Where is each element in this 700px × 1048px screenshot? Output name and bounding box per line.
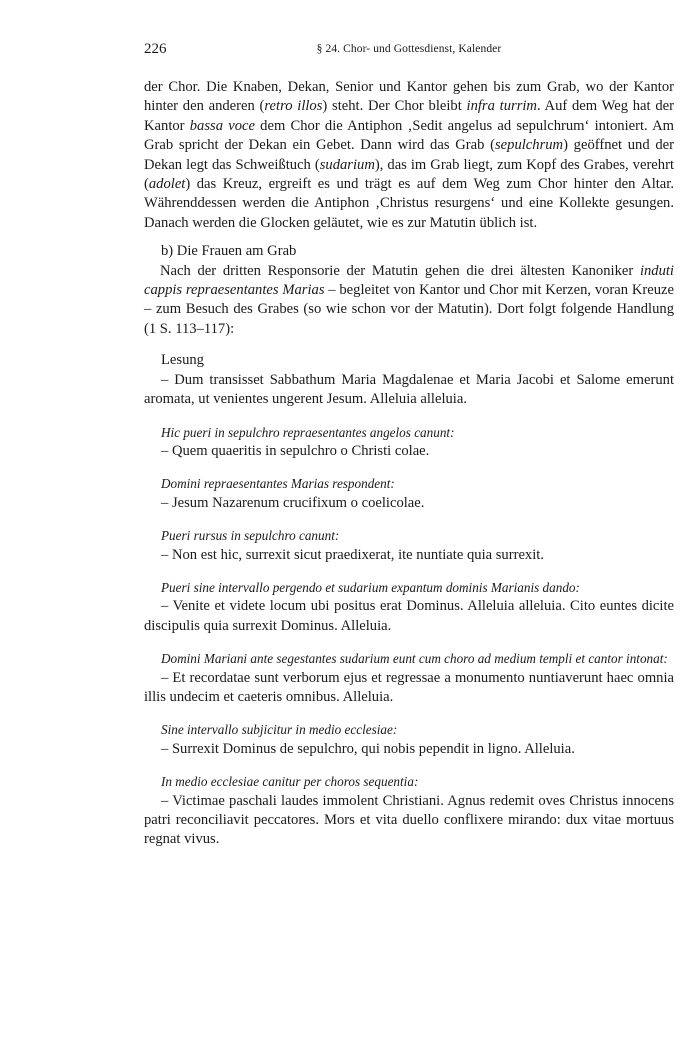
rubric: Domini repraesentantes Marias respondent: [161, 476, 395, 492]
chant-text: – Jesum Nazarenum crucifixum o coelicolae. [161, 494, 425, 511]
liturgy-block [144, 772, 674, 850]
liturgy-block [144, 578, 674, 636]
lesung-block [144, 351, 674, 370]
rubric: Pueri sine intervallo pergendo et sudarium expantum dominis Marianis dando: [161, 579, 580, 595]
liturgy-block [144, 720, 674, 759]
section-paragraph: Nach der dritten Responsorie der Matutin gehen die drei ältesten Kanoniker induti cappis repraesentantes Marias – begleitet von Kantor und Chor mit Kerzen, voran Kreuze – zum Besuch des Grabes (so wie schon vor der Matutin). Dort folgt folgende Handlung (1 S. 113–117): [144, 262, 674, 337]
chant-text: – Surrexit Dominus de sepulchro, qui nobis pependit in ligno. Alleluia. [161, 740, 575, 757]
rubric: In medio ecclesiae canitur per choros sequentia: [161, 774, 419, 790]
rubric: Pueri rursus in sepulchro canunt: [161, 528, 340, 544]
rubric: Sine intervallo subjicitur in medio ecclesiae: [161, 722, 398, 738]
chant-text: – Non est hic, surrexit sicut praedixerat, ite nuntiate quia surrexit. [161, 546, 544, 563]
rubric: Domini Mariani ante segestantes sudarium eunt cum choro ad medium templi et cantor intonat: [161, 651, 668, 667]
lesung-label: Lesung [161, 352, 204, 369]
page-body [144, 78, 674, 850]
liturgy-block [144, 649, 674, 707]
chant-text: – Quem quaeritis in sepulchro o Christi colae. [161, 442, 430, 459]
rubric: Hic pueri in sepulchro repraesentantes angelos canunt: [161, 424, 455, 440]
running-title: § 24. Chor- und Gottesdienst, Kalender [316, 43, 502, 55]
liturgy-block [144, 526, 674, 565]
lesung-text: – Dum transisset Sabbathum Maria Magdalenae et Maria Jacobi et Salome emerunt aromata, ut venientes ungerent Jesum. Alleluia alleluia. [144, 371, 674, 408]
liturgy-block [144, 474, 674, 513]
section-heading: b) Die Frauen am Grab [161, 243, 297, 260]
page-header [144, 41, 674, 61]
page-number: 226 [144, 41, 167, 57]
chant-text: – Et recordatae sunt verborum ejus et regressae a monumento nuntiaverunt haec omnia illis undecim et caeteris omnibus. Alleluia. [144, 669, 674, 705]
intro-paragraph: der Chor. Die Knaben, Dekan, Senior und Kantor gehen bis zum Grab, wo der Kantor hinter den anderen (retro illos) steht. Der Chor bleibt infra turrim. Auf dem Weg hat der Kantor bassa voce dem Chor die Antiphon ‚Sedit angelus ad sepulchrum‘ intoniert. Am Grab spricht der Dekan ein Gebet. Dann wird das Grab (sepulchrum) geöffnet und der Dekan legt das Schweißtuch (sudarium), das im Grab liegt, zum Kopf des Grabes, verehrt (adolet) das Kreuz, ergreift es und trägt es auf dem Weg zum Chor hinter den Altar. Währenddessen werden die Antiphon ‚Christus resurgens‘ und eine Kollekte gesungen. Danach werden die Glocken geläutet, wie es zur Matutin üblich ist. [144, 79, 675, 231]
liturgy-block [144, 423, 674, 462]
chant-text: – Victimae paschali laudes immolent Christiani. Agnus redemit oves Christus innocens patri reconciliavit peccatores. Mors et vita duello conflixere mirando: dux vitae mortuus regnat vivus. [144, 792, 674, 848]
chant-text: – Venite et videte locum ubi positus erat Dominus. Alleluia alleluia. Cito euntes dicite discipulis quia surrexit Dominus. Alleluia. [144, 598, 674, 634]
